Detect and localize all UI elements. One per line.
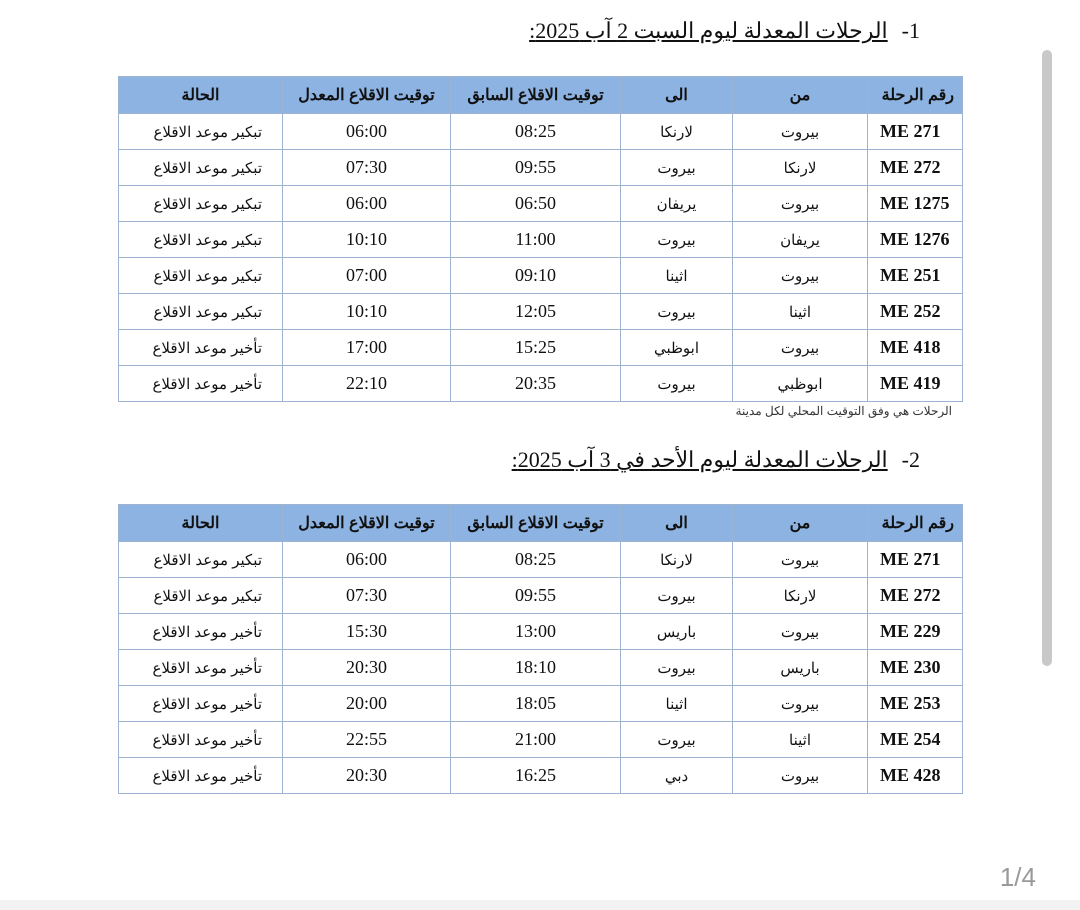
destination-cell: لارنكا xyxy=(621,114,733,150)
new-departure-cell: 20:30 xyxy=(283,758,451,794)
column-header: توقيت الاقلاع السابق xyxy=(451,77,621,114)
destination-cell: باريس xyxy=(621,614,733,650)
new-departure-cell: 10:10 xyxy=(283,222,451,258)
new-departure-cell: 10:10 xyxy=(283,294,451,330)
previous-departure-cell: 16:25 xyxy=(451,758,621,794)
column-header: توقيت الاقلاع المعدل xyxy=(283,505,451,542)
status-cell: تأخير موعد الاقلاع xyxy=(119,758,283,794)
table-row xyxy=(119,186,963,222)
section-1-heading xyxy=(529,18,920,44)
destination-cell: اثينا xyxy=(621,686,733,722)
origin-cell: يريفان xyxy=(733,222,868,258)
destination-cell: بيروت xyxy=(621,366,733,402)
table-row xyxy=(119,578,963,614)
previous-departure-cell: 06:50 xyxy=(451,186,621,222)
column-header: الحالة xyxy=(119,505,283,542)
column-header: رقم الرحلة xyxy=(868,505,963,542)
table-header-row xyxy=(119,505,963,542)
origin-cell: ابوظبي xyxy=(733,366,868,402)
flight-number-cell: ME 229 xyxy=(868,614,963,650)
table-row xyxy=(119,258,963,294)
destination-cell: بيروت xyxy=(621,650,733,686)
new-departure-cell: 06:00 xyxy=(283,114,451,150)
flight-number-cell: ME 230 xyxy=(868,650,963,686)
table-row xyxy=(119,614,963,650)
flight-number-cell: ME 254 xyxy=(868,722,963,758)
status-cell: تأخير موعد الاقلاع xyxy=(119,686,283,722)
status-cell: تبكير موعد الاقلاع xyxy=(119,114,283,150)
section-1-title: الرحلات المعدلة ليوم السبت 2 آب 2025: xyxy=(529,18,888,43)
new-departure-cell: 06:00 xyxy=(283,186,451,222)
new-departure-cell: 17:00 xyxy=(283,330,451,366)
section-2-heading xyxy=(512,447,920,473)
column-header: الى xyxy=(621,505,733,542)
status-cell: تبكير موعد الاقلاع xyxy=(119,542,283,578)
origin-cell: بيروت xyxy=(733,114,868,150)
flight-number-cell: ME 251 xyxy=(868,258,963,294)
table-row xyxy=(119,686,963,722)
previous-departure-cell: 08:25 xyxy=(451,114,621,150)
destination-cell: بيروت xyxy=(621,722,733,758)
previous-departure-cell: 08:25 xyxy=(451,542,621,578)
destination-cell: بيروت xyxy=(621,150,733,186)
flight-number-cell: ME 272 xyxy=(868,578,963,614)
status-cell: تبكير موعد الاقلاع xyxy=(119,258,283,294)
destination-cell: اثينا xyxy=(621,258,733,294)
destination-cell: ابوظبي xyxy=(621,330,733,366)
flight-number-cell: ME 252 xyxy=(868,294,963,330)
table-row xyxy=(119,650,963,686)
destination-cell: بيروت xyxy=(621,578,733,614)
flight-number-cell: ME 428 xyxy=(868,758,963,794)
previous-departure-cell: 09:55 xyxy=(451,150,621,186)
origin-cell: بيروت xyxy=(733,542,868,578)
destination-cell: لارنكا xyxy=(621,542,733,578)
new-departure-cell: 06:00 xyxy=(283,542,451,578)
destination-cell: يريفان xyxy=(621,186,733,222)
new-departure-cell: 20:00 xyxy=(283,686,451,722)
origin-cell: بيروت xyxy=(733,686,868,722)
column-header: رقم الرحلة xyxy=(868,77,963,114)
previous-departure-cell: 11:00 xyxy=(451,222,621,258)
table-row xyxy=(119,114,963,150)
status-cell: تبكير موعد الاقلاع xyxy=(119,294,283,330)
status-cell: تأخير موعد الاقلاع xyxy=(119,614,283,650)
column-header: الى xyxy=(621,77,733,114)
status-cell: تبكير موعد الاقلاع xyxy=(119,222,283,258)
column-header: الحالة xyxy=(119,77,283,114)
table-body xyxy=(119,542,963,794)
new-departure-cell: 22:10 xyxy=(283,366,451,402)
destination-cell: بيروت xyxy=(621,222,733,258)
origin-cell: بيروت xyxy=(733,186,868,222)
destination-cell: بيروت xyxy=(621,294,733,330)
origin-cell: باريس xyxy=(733,650,868,686)
origin-cell: بيروت xyxy=(733,258,868,294)
flight-number-cell: ME 271 xyxy=(868,542,963,578)
flight-number-cell: ME 418 xyxy=(868,330,963,366)
timezone-footnote: الرحلات هي وفق التوقيت المحلي لكل مدينة xyxy=(735,404,952,418)
status-cell: تأخير موعد الاقلاع xyxy=(119,366,283,402)
previous-departure-cell: 12:05 xyxy=(451,294,621,330)
bottom-toolbar-edge xyxy=(0,900,1080,910)
flights-table-saturday xyxy=(118,76,963,402)
previous-departure-cell: 21:00 xyxy=(451,722,621,758)
flight-number-cell: ME 1275 xyxy=(868,186,963,222)
column-header: من xyxy=(733,77,868,114)
flights-table-sunday xyxy=(118,504,963,794)
flight-number-cell: ME 272 xyxy=(868,150,963,186)
origin-cell: اثينا xyxy=(733,722,868,758)
previous-departure-cell: 18:10 xyxy=(451,650,621,686)
flight-number-cell: ME 253 xyxy=(868,686,963,722)
column-header: توقيت الاقلاع السابق xyxy=(451,505,621,542)
previous-departure-cell: 09:10 xyxy=(451,258,621,294)
section-1-number: 1- xyxy=(901,18,920,43)
section-2-title: الرحلات المعدلة ليوم الأحد في 3 آب 2025: xyxy=(511,447,888,472)
status-cell: تبكير موعد الاقلاع xyxy=(119,150,283,186)
new-departure-cell: 20:30 xyxy=(283,650,451,686)
origin-cell: اثينا xyxy=(733,294,868,330)
new-departure-cell: 15:30 xyxy=(283,614,451,650)
column-header: توقيت الاقلاع المعدل xyxy=(283,77,451,114)
table-row xyxy=(119,542,963,578)
table-row xyxy=(119,366,963,402)
previous-departure-cell: 20:35 xyxy=(451,366,621,402)
new-departure-cell: 22:55 xyxy=(283,722,451,758)
status-cell: تأخير موعد الاقلاع xyxy=(119,722,283,758)
origin-cell: بيروت xyxy=(733,614,868,650)
table-row xyxy=(119,150,963,186)
table-row xyxy=(119,222,963,258)
table-header-row xyxy=(119,77,963,114)
table-body xyxy=(119,114,963,402)
new-departure-cell: 07:00 xyxy=(283,258,451,294)
vertical-scrollbar[interactable] xyxy=(1042,50,1052,666)
flight-number-cell: ME 1276 xyxy=(868,222,963,258)
column-header: من xyxy=(733,505,868,542)
section-2-number: 2- xyxy=(901,447,920,472)
origin-cell: لارنكا xyxy=(733,150,868,186)
status-cell: تأخير موعد الاقلاع xyxy=(119,330,283,366)
new-departure-cell: 07:30 xyxy=(283,150,451,186)
page-indicator: 1/4 xyxy=(999,862,1036,892)
status-cell: تأخير موعد الاقلاع xyxy=(119,650,283,686)
origin-cell: بيروت xyxy=(733,758,868,794)
destination-cell: دبي xyxy=(621,758,733,794)
table-row xyxy=(119,758,963,794)
previous-departure-cell: 13:00 xyxy=(451,614,621,650)
table-row xyxy=(119,330,963,366)
table-row xyxy=(119,294,963,330)
flight-number-cell: ME 419 xyxy=(868,366,963,402)
origin-cell: لارنكا xyxy=(733,578,868,614)
previous-departure-cell: 15:25 xyxy=(451,330,621,366)
status-cell: تبكير موعد الاقلاع xyxy=(119,578,283,614)
origin-cell: بيروت xyxy=(733,330,868,366)
previous-departure-cell: 09:55 xyxy=(451,578,621,614)
flight-number-cell: ME 271 xyxy=(868,114,963,150)
new-departure-cell: 07:30 xyxy=(283,578,451,614)
status-cell: تبكير موعد الاقلاع xyxy=(119,186,283,222)
table-row xyxy=(119,722,963,758)
previous-departure-cell: 18:05 xyxy=(451,686,621,722)
